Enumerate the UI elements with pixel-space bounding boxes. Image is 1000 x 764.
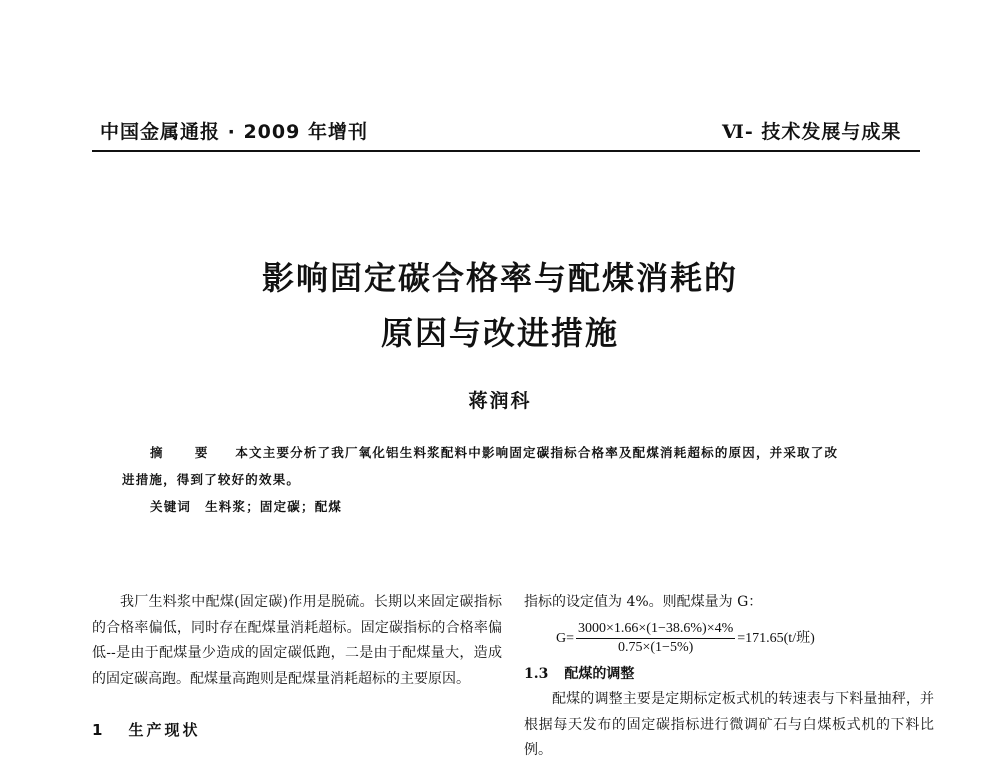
article-title-line1: 影响固定碳合格率与配煤消耗的 — [261, 259, 738, 297]
subsection-number: 1.3 — [524, 665, 549, 682]
formula-denominator: 0.75×(1−5%) — [617, 640, 694, 655]
section-header: Ⅵ- 技术发展与成果 — [722, 121, 902, 143]
subsection-heading — [524, 662, 934, 688]
abstract-text: 本文主要分析了我厂氧化铝生料浆配料中影响固定碳指标合格率及配煤消耗超标的原因，并采取了改 — [235, 445, 839, 460]
section-title: 生产现状 — [128, 721, 201, 739]
right-line1: 指标的设定值为 4%。则配煤量为 G： — [524, 594, 763, 610]
left-column — [92, 590, 502, 744]
coal-formula — [556, 616, 934, 662]
adjustment-paragraph: 配煤的调整主要是定期标定板式机的转速表与下料量抽秤，并根据每天发布的固定碳指标进行微调矿石与白煤板式机的下料比例。 — [524, 691, 934, 758]
keywords-label: 关键词 — [150, 499, 192, 514]
formula-fraction — [576, 620, 735, 657]
abstract-line2: 进措施，得到了较好的效果。 — [122, 472, 301, 487]
intro-paragraph: 我厂生料浆中配煤(固定碳)作用是脱硫。长期以来固定碳指标的合格率偏低，同时存在配煤量消耗超标。固定碳指标的合格率偏低--是由于配煤量少造成的固定碳低跑，二是由于配煤量大，造成的固定碳高跑。配煤量高跑则是配煤量消耗超标的主要原因。 — [92, 594, 502, 687]
abstract-line1 — [150, 443, 838, 461]
subsection-title: 配煤的调整 — [564, 665, 635, 682]
formula-lhs: G= — [556, 630, 575, 646]
section-heading — [92, 718, 502, 744]
journal-header: 中国金属通报 · 2009 年增刊 — [100, 121, 368, 143]
keywords-line — [150, 497, 342, 515]
formula-numerator: 3000×1.66×(1−38.6%)×4% — [576, 620, 735, 639]
formula-result: =171.65(t/班) — [737, 630, 815, 646]
section-number: 1 — [92, 721, 103, 739]
author-name: 蒋润科 — [468, 390, 532, 412]
article-title-line2: 原因与改进措施 — [380, 314, 619, 352]
header-rule — [92, 150, 920, 152]
abstract-label: 摘 要 — [150, 445, 222, 460]
right-column — [524, 590, 934, 764]
keywords-text: 生料浆；固定碳；配煤 — [205, 499, 343, 514]
